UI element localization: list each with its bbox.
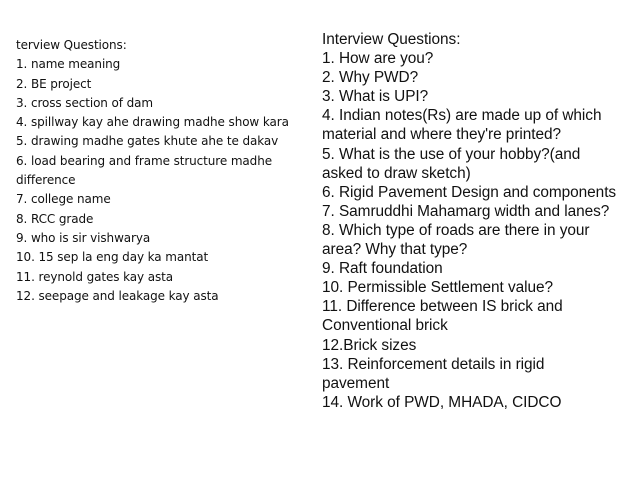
left-line: 11. reynold gates kay asta xyxy=(16,269,173,284)
left-line: 1. name meaning xyxy=(16,57,121,72)
left-line: 2. BE project xyxy=(16,76,92,91)
right-line: 3. What is UPI? xyxy=(322,88,429,106)
right-line: 8. Which type of roads are there in your xyxy=(322,221,590,239)
right-line: Conventional brick xyxy=(322,317,448,335)
left-notes-column xyxy=(16,36,308,306)
right-line: 2. Why PWD? xyxy=(322,69,419,87)
left-line: difference xyxy=(16,173,76,188)
left-line: 3. cross section of dam xyxy=(16,95,153,110)
right-line: 6. Rigid Pavement Design and components xyxy=(322,183,617,201)
left-line: 9. who is sir vishwarya xyxy=(16,230,151,245)
right-line: 7. Samruddhi Mahamarg width and lanes? xyxy=(322,202,610,220)
right-line: pavement xyxy=(322,374,390,392)
left-line: 10. 15 sep la eng day ka mantat xyxy=(16,250,209,265)
left-line: 8. RCC grade xyxy=(16,211,94,226)
right-line: 10. Permissible Settlement value? xyxy=(322,279,554,297)
right-heading: Interview Questions: xyxy=(322,31,461,48)
right-line: material and where they're printed? xyxy=(322,126,562,144)
left-heading: terview Questions: xyxy=(16,38,127,52)
right-line: 13. Reinforcement details in rigid xyxy=(322,355,545,373)
right-line: 14. Work of PWD, MHADA, CIDCO xyxy=(322,393,562,411)
left-line: 4. spillway kay ahe drawing madhe show kara xyxy=(16,115,289,130)
right-line: 1. How are you? xyxy=(322,50,434,68)
left-line: 6. load bearing and frame structure madhe xyxy=(16,153,272,168)
right-line: 4. Indian notes(Rs) are made up of which xyxy=(322,107,602,125)
right-line: 5. What is the use of your hobby?(and xyxy=(322,145,581,163)
right-notes-column xyxy=(322,30,634,412)
right-line: asked to draw sketch) xyxy=(322,164,471,182)
right-line: 9. Raft foundation xyxy=(322,260,443,278)
right-line: 11. Difference between IS brick and xyxy=(322,298,563,316)
right-line: area? Why that type? xyxy=(322,241,468,259)
left-line: 7. college name xyxy=(16,192,111,207)
left-line: 12. seepage and leakage kay asta xyxy=(16,288,219,303)
left-line: 5. drawing madhe gates khute ahe te dakav xyxy=(16,134,279,149)
right-line: 12.Brick sizes xyxy=(322,336,417,354)
